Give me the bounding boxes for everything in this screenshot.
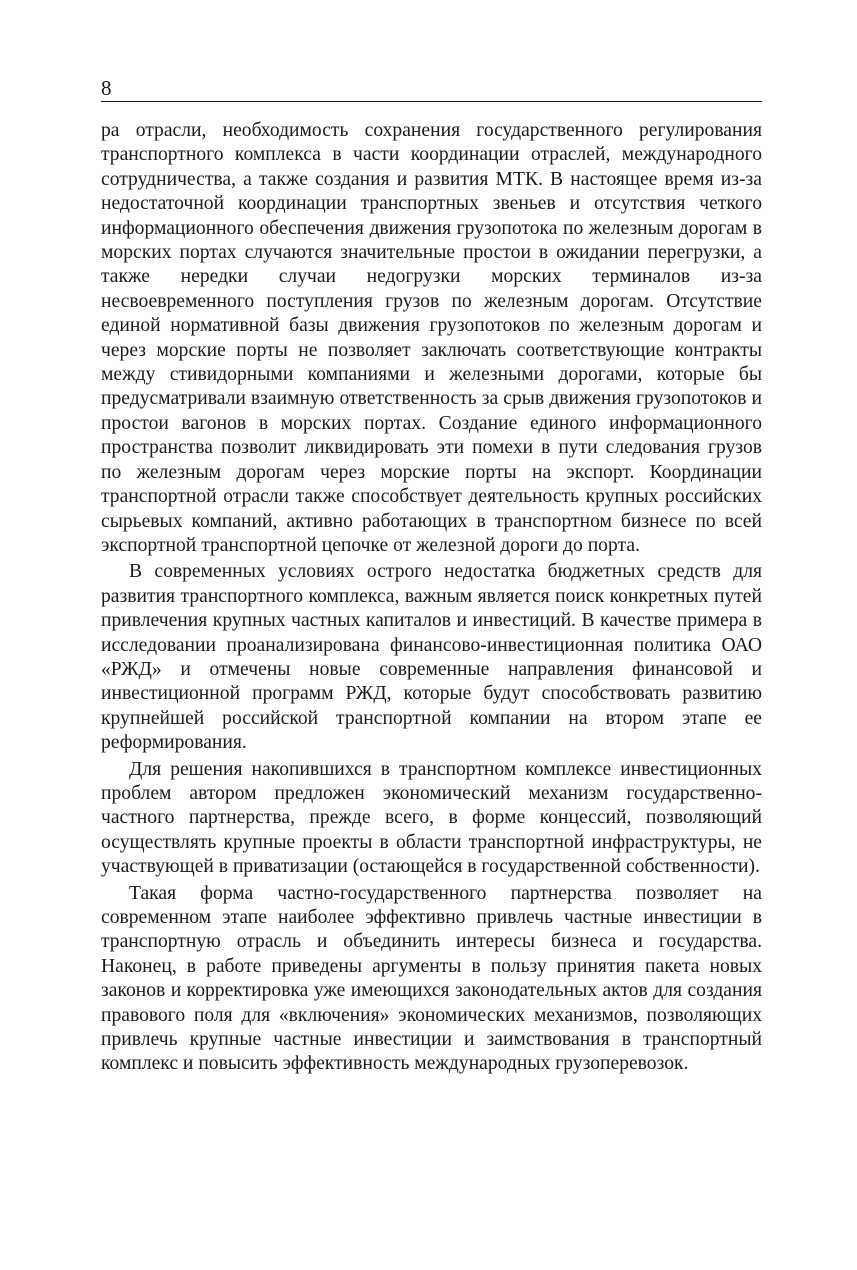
page-number: 8 [101, 76, 112, 100]
paragraph-continuation: ра отрасли, необходимость сохранения государственного регулирования транспортного комплекса в части координации отраслей, международного сотрудничества, а также создания и развития МТК. В настоящее время из-за недостаточной координации транспортных звеньев и отсутствия четкого информационного обеспечения движения грузопотока по железным дорогам в морских портах случаются значительные простои в ожидании перегрузки, а также нередки случаи недогрузки морских терминалов из-за несвоевременного поступления грузов по железным дорогам. Отсутствие единой нормативной базы движения грузопотоков по железным дорогам и через морские порты не позволяет заключать соответствующие контракты между стивидорными компаниями и железными дорогами, которые бы предусматривали взаимную ответственность за срыв движения грузопотоков и простои вагонов в морских портах. Создание единого информационного пространства позволит ликвидировать эти помехи в пути следования грузов по железным дорогам через морские порты на экспорт. Координации транспортной отрасли также способствует деятельность крупных российских сырьевых компаний, активно работающих в транспортном бизнесе по всей экспортной транспортной цепочке от железной дороги до порта. [101, 120, 762, 556]
header-rule [101, 101, 762, 102]
paragraph: Для решения накопившихся в транспортном комплексе инвестиционных проблем автором предложен экономический механизм государственно-частного партнерства, прежде всего, в форме концессий, позволяющий осуществлять крупные проекты в области транспортной инфраструктуры, не участвующей в приватизации (остающейся в государственной собственности). [101, 758, 762, 878]
paragraph: Такая форма частно-государственного партнерства позволяет на современном этапе наиболее эффективно привлечь частные инвестиции в транспортную отрасль и объединить интересы бизнеса и государства. Наконец, в работе приведены аргументы в пользу принятия пакета новых законов и корректировка уже имеющихся законодательных актов для создания правового поля для «включения» экономических механизмов, позволяющих привлечь крупные частные инвестиции и заимствования в транспортный комплекс и повысить эффективность международных грузоперевозок. [101, 882, 762, 1075]
body-text [101, 119, 762, 1077]
paragraph: В современных условиях острого недостатка бюджетных средств для развития транспортного комплекса, важным является поиск конкретных путей привлечения крупных частных капиталов и инвестиций. В качестве примера в исследовании проанализирована финансово-инвестиционная политика ОАО «РЖД» и отмечены новые современные направления финансовой и инвестиционной программ РЖД, которые будут способствовать развитию крупнейшей российской транспортной компании на втором этапе ее реформирования. [101, 561, 762, 754]
